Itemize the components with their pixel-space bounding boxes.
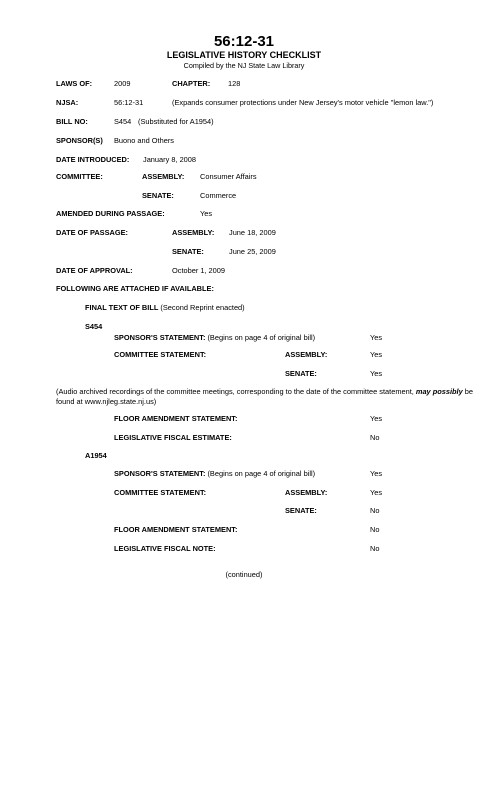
laws-of-label: LAWS OF: <box>56 79 93 88</box>
a1954-sponsor-stmt-row <box>114 470 315 477</box>
a1954-fiscal-value: No <box>370 544 380 553</box>
a1954-label: A1954 <box>85 451 107 460</box>
committee-assembly-value: Consumer Affairs <box>200 172 257 181</box>
document-code: 56:12-31 <box>213 33 275 50</box>
s454-fiscal-value: No <box>370 433 380 442</box>
s454-floor-value: Yes <box>370 414 383 423</box>
date-introduced-label: DATE INTRODUCED: <box>56 155 130 164</box>
s454-label: S454 <box>85 322 103 331</box>
s454-sponsor-stmt-value: Yes <box>370 333 383 342</box>
s454-fiscal-label: LEGISLATIVE FISCAL ESTIMATE: <box>114 433 232 442</box>
a1954-assembly-label: ASSEMBLY: <box>285 488 328 497</box>
date-introduced-value: January 8, 2008 <box>143 155 197 164</box>
a1954-committee-stmt-label: COMMITTEE STATEMENT: <box>114 488 207 497</box>
s454-assembly-value: Yes <box>370 350 383 359</box>
amended-label: AMENDED DURING PASSAGE: <box>56 209 165 218</box>
a1954-assembly-value: Yes <box>370 488 383 497</box>
s454-committee-stmt-label: COMMITTEE STATEMENT: <box>114 350 207 359</box>
approval-value: October 1, 2009 <box>172 266 226 275</box>
sponsor-value: Buono and Others <box>114 136 174 145</box>
a1954-senate-label: SENATE: <box>285 506 317 515</box>
final-text-note: (Second Reprint enacted) <box>158 303 245 312</box>
final-text-row <box>85 304 245 311</box>
s454-senate-label: SENATE: <box>285 369 317 378</box>
bill-no-note: (Substituted for A1954) <box>138 117 214 126</box>
s454-floor-label: FLOOR AMENDMENT STATEMENT: <box>114 414 238 423</box>
njsa-label: NJSA: <box>56 98 79 107</box>
committee-senate-value: Commerce <box>200 191 237 200</box>
njsa-value: 56:12-31 <box>114 98 144 107</box>
attached-label: FOLLOWING ARE ATTACHED IF AVAILABLE: <box>56 284 214 293</box>
bill-no-value: S454 <box>114 117 132 126</box>
committee-assembly-label: ASSEMBLY: <box>142 172 185 181</box>
audio-note-part2: be found at www.njleg.state.nj.us) <box>56 387 473 406</box>
approval-label: DATE OF APPROVAL: <box>56 266 133 275</box>
njsa-description: (Expands consumer protections under New Jersey's motor vehicle "lemon law.") <box>172 98 434 107</box>
passage-senate-value: June 25, 2009 <box>229 247 276 256</box>
audio-note-emphasis: may possibly <box>415 387 463 396</box>
passage-assembly-label: ASSEMBLY: <box>172 228 215 237</box>
committee-label: COMMITTEE: <box>56 172 103 181</box>
s454-sponsor-stmt-note: (Begins on page 4 of original bill) <box>205 333 316 342</box>
passage-label: DATE OF PASSAGE: <box>56 228 128 237</box>
bill-no-label: BILL NO: <box>56 117 88 126</box>
audio-note <box>56 387 484 406</box>
a1954-sponsor-stmt-note: (Begins on page 4 of original bill) <box>205 469 316 478</box>
document-title: LEGISLATIVE HISTORY CHECKLIST <box>166 50 322 60</box>
s454-sponsor-stmt-row <box>114 334 315 341</box>
s454-assembly-label: ASSEMBLY: <box>285 350 328 359</box>
chapter-label: CHAPTER: <box>172 79 211 88</box>
chapter-value: 128 <box>228 79 241 88</box>
sponsor-label: SPONSOR(S) <box>56 136 103 145</box>
a1954-fiscal-label: LEGISLATIVE FISCAL NOTE: <box>114 544 216 553</box>
final-text-label: FINAL TEXT OF BILL <box>85 303 159 312</box>
passage-senate-label: SENATE: <box>172 247 204 256</box>
a1954-sponsor-stmt-label: SPONSOR'S STATEMENT: <box>114 469 206 478</box>
committee-senate-label: SENATE: <box>142 191 174 200</box>
amended-value: Yes <box>200 209 213 218</box>
document-subtitle: Compiled by the NJ State Law Library <box>183 61 305 70</box>
s454-senate-value: Yes <box>370 369 383 378</box>
continued-note: (continued) <box>225 570 263 579</box>
a1954-senate-value: No <box>370 506 380 515</box>
s454-sponsor-stmt-label: SPONSOR'S STATEMENT: <box>114 333 206 342</box>
a1954-floor-label: FLOOR AMENDMENT STATEMENT: <box>114 525 238 534</box>
a1954-floor-value: No <box>370 525 380 534</box>
passage-assembly-value: June 18, 2009 <box>229 228 276 237</box>
a1954-sponsor-stmt-value: Yes <box>370 469 383 478</box>
audio-note-part1: (Audio archived recordings of the committee meetings, corresponding to the date of the committee statement, <box>56 387 416 396</box>
laws-of-value: 2009 <box>114 79 131 88</box>
